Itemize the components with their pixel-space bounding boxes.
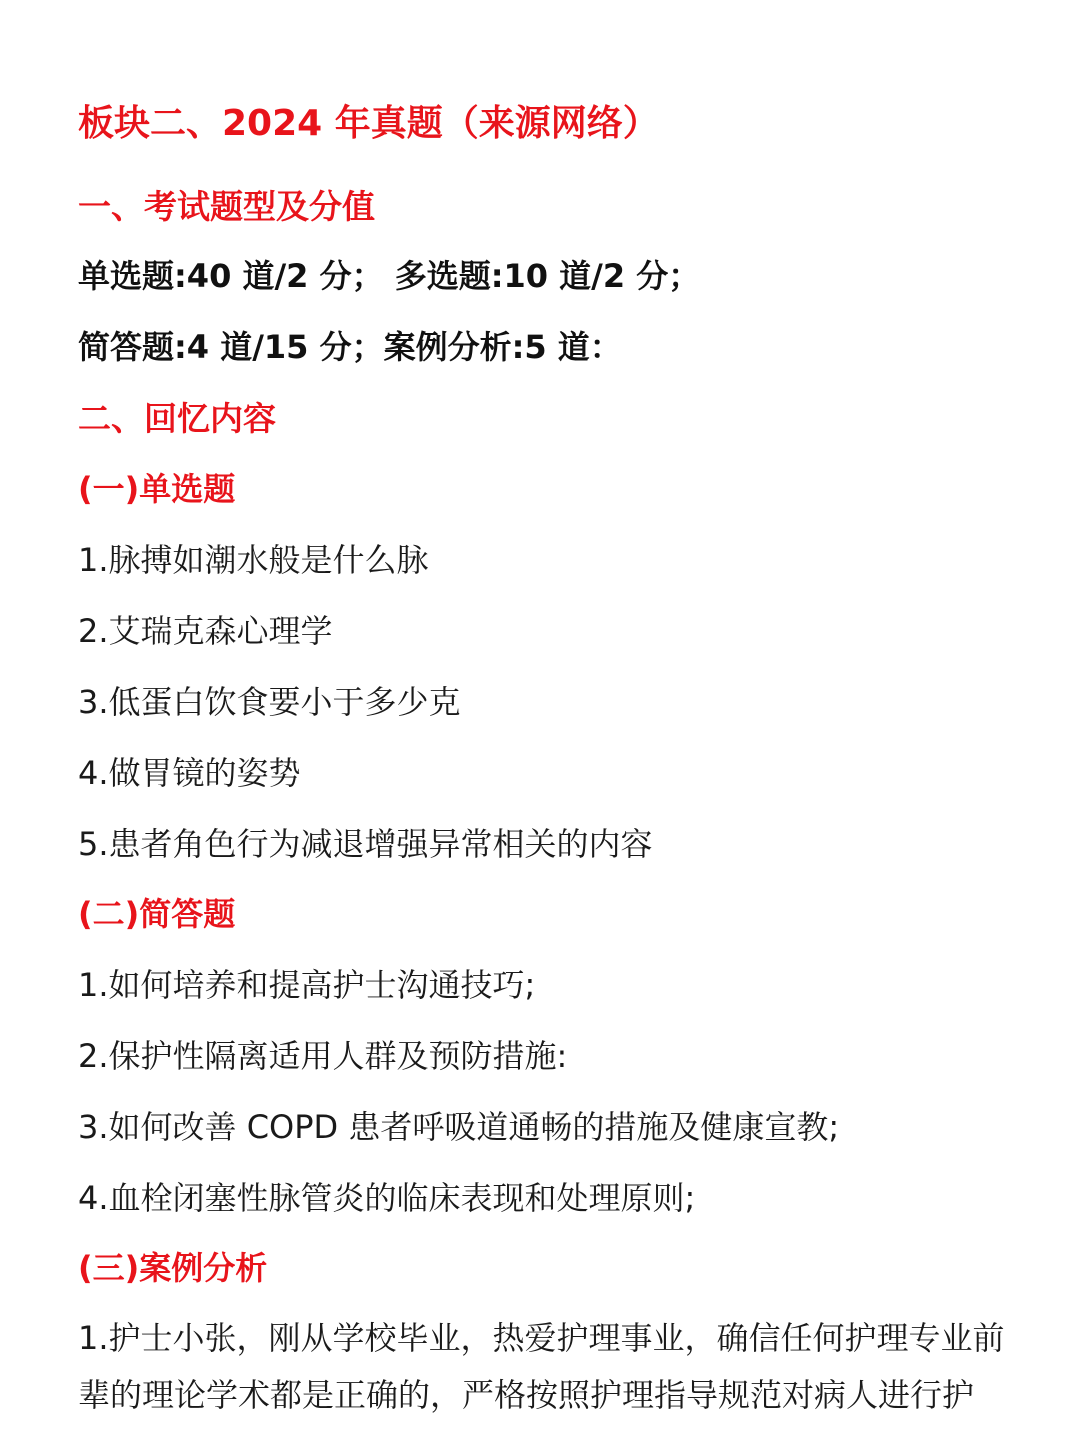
single-choice-item: 5.患者角色行为减退增强异常相关的内容 (78, 825, 653, 863)
short-answer-item: 1.如何培养和提高护士沟通技巧; (78, 966, 536, 1004)
heading-case-analysis: (三)案例分析 (78, 1249, 268, 1287)
single-choice-item: 2.艾瑞克森心理学 (78, 612, 333, 650)
case-analysis-line: 1.护士小张，刚从学校毕业，热爱护理事业，确信任何护理专业前 (78, 1319, 1005, 1357)
single-choice-item: 1.脉搏如潮水般是什么脉 (78, 541, 429, 579)
section-title: 板块二、2024 年真题（来源网络） (78, 103, 659, 144)
heading-single-choice: (一)单选题 (78, 470, 236, 508)
heading-short-answer: (二)简答题 (78, 895, 236, 933)
short-answer-item: 2.保护性隔离适用人群及预防措施: (78, 1037, 568, 1075)
score-line-1: 单选题:40 道/2 分； 多选题:10 道/2 分； (78, 257, 701, 295)
score-line-2: 简答题:4 道/15 分；案例分析:5 道： (78, 328, 622, 366)
heading-recall-content: 二、回忆内容 (78, 399, 276, 438)
case-analysis-line: 辈的理论学术都是正确的，严格按照护理指导规范对病人进行护 (78, 1376, 975, 1414)
heading-exam-types: 一、考试题型及分值 (78, 187, 375, 226)
short-answer-item: 4.血栓闭塞性脉管炎的临床表现和处理原则; (78, 1179, 696, 1217)
single-choice-item: 3.低蛋白饮食要小于多少克 (78, 683, 461, 721)
single-choice-item: 4.做胃镜的姿势 (78, 754, 301, 792)
short-answer-item: 3.如何改善 COPD 患者呼吸道通畅的措施及健康宣教; (78, 1108, 840, 1146)
